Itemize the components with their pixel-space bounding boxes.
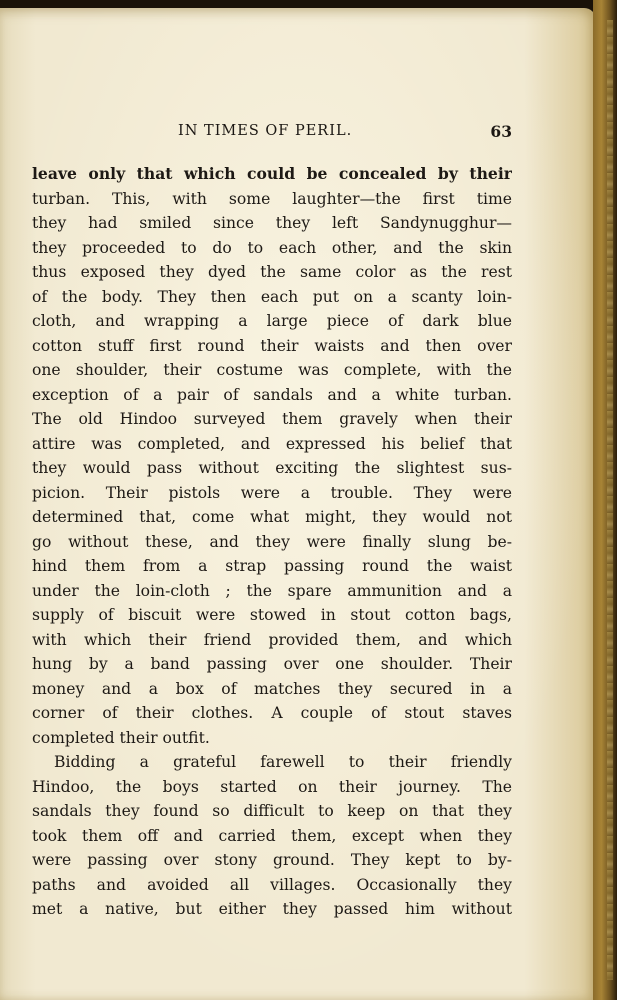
text-line: took them off and carried them, except when they (32, 826, 512, 845)
book-spine-edge (593, 0, 617, 1000)
text-line: one shoulder, their costume was complete, with the (32, 361, 512, 379)
text-line: corner of their clothes. A couple of stout staves (32, 704, 512, 722)
text-line: completed their outfit. (32, 728, 210, 747)
text-line: turban. This, with some laughter—the first time (32, 189, 512, 208)
text-line: Bidding a grateful farewell to their friendly (54, 753, 512, 771)
text-line: with which their friend provided them, and which (32, 630, 512, 649)
text-line: under the loin-cloth ; the spare ammunition and a (32, 581, 512, 600)
page-edge-texture (607, 20, 613, 980)
text-line: paths and avoided all villages. Occasionally they (32, 875, 512, 894)
text-line: Hindoo, the boys started on their journey. The (32, 777, 512, 796)
text-line: sandals they found so difficult to keep on that they (32, 802, 512, 820)
text-line: cotton stuff first round their waists and then over (32, 336, 512, 355)
text-line: met a native, but either they passed him without (32, 900, 512, 918)
text-line: go without these, and they were finally slung be- (32, 532, 512, 551)
text-line: thus exposed they dyed the same color as the rest (32, 263, 512, 281)
text-line: money and a box of matches they secured in a (32, 679, 512, 698)
running-head: IN TIMES OF PERIL. (178, 123, 353, 139)
text-line: of the body. They then each put on a scanty loin- (32, 287, 512, 306)
text-line: leave only that which could be concealed by their (32, 164, 512, 183)
text-line: hind them from a strap passing round the waist (32, 557, 512, 575)
text-line: cloth, and wrapping a large piece of dark blue (32, 312, 512, 330)
text-line: supply of biscuit were stowed in stout cotton bags, (32, 606, 512, 624)
book-page (0, 8, 596, 1000)
text-line: they proceeded to do to each other, and the skin (32, 238, 512, 257)
text-line: hung by a band passing over one shoulder. Their (32, 655, 512, 673)
page-number: 63 (490, 122, 512, 141)
text-line: The old Hindoo surveyed them gravely when their (32, 410, 512, 428)
text-line: exception of a pair of sandals and a white turban. (32, 385, 512, 404)
page-header (32, 123, 512, 143)
text-line: picion. Their pistols were a trouble. They were (32, 483, 512, 502)
text-line: determined that, come what might, they would not (32, 508, 512, 526)
text-line: were passing over stony ground. They kept to by- (32, 851, 512, 869)
text-line: attire was completed, and expressed his belief that (32, 434, 512, 453)
text-line: they had smiled since they left Sandynugghur— (32, 214, 512, 232)
body-text (32, 162, 512, 922)
text-line: they would pass without exciting the slightest sus- (32, 459, 512, 477)
